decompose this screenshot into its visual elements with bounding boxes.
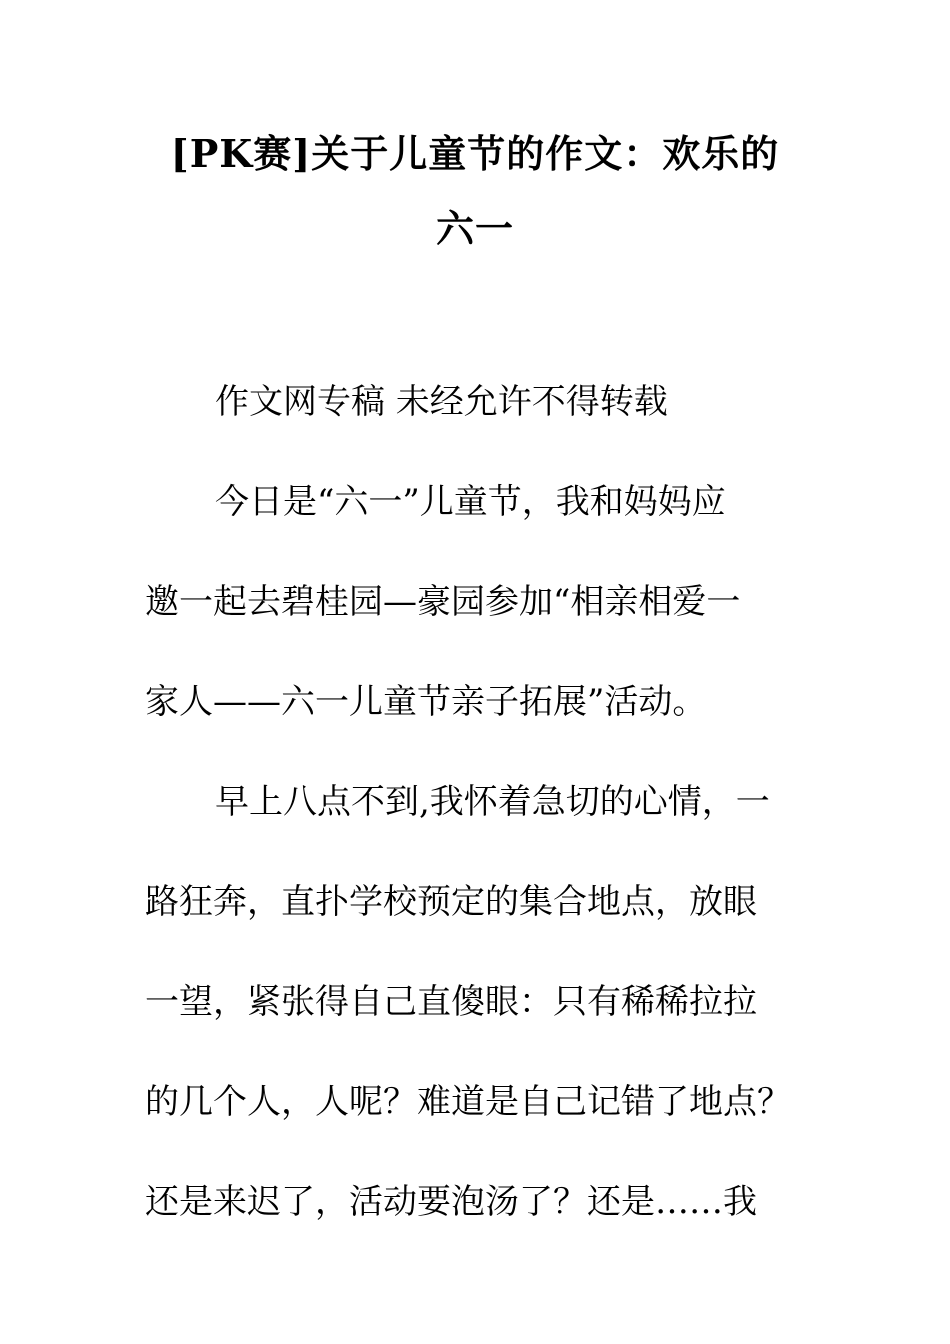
paragraph-1-line-2: 邀一起去碧桂园—豪园参加“相亲相爱一 [145,582,741,622]
paragraph-2-line-5: 还是来迟了，活动要泡汤了？还是……我 [145,1182,757,1222]
paragraph-2-line-2: 路狂奔，直扑学校预定的集合地点，放眼 [145,882,757,922]
paragraph-2-line-3: 一望，紧张得自己直傻眼：只有稀稀拉拉 [145,982,757,1022]
source-note: 作文网专稿 未经允许不得转载 [215,382,668,422]
paragraph-2-line-4: 的几个人，人呢？难道是自己记错了地点？ [145,1082,791,1122]
paragraph-1-line-3: 家人——六一儿童节亲子拓展”活动。 [145,682,707,722]
document-title-line-1: [PK赛]关于儿童节的作文：欢乐的 [170,131,780,176]
paragraph-2-line-1: 早上八点不到,我怀着急切的心情，一 [215,782,770,822]
document-title-line-2: 六一 [435,206,514,251]
paragraph-1-line-1: 今日是“六一”儿童节，我和妈妈应 [215,482,726,522]
